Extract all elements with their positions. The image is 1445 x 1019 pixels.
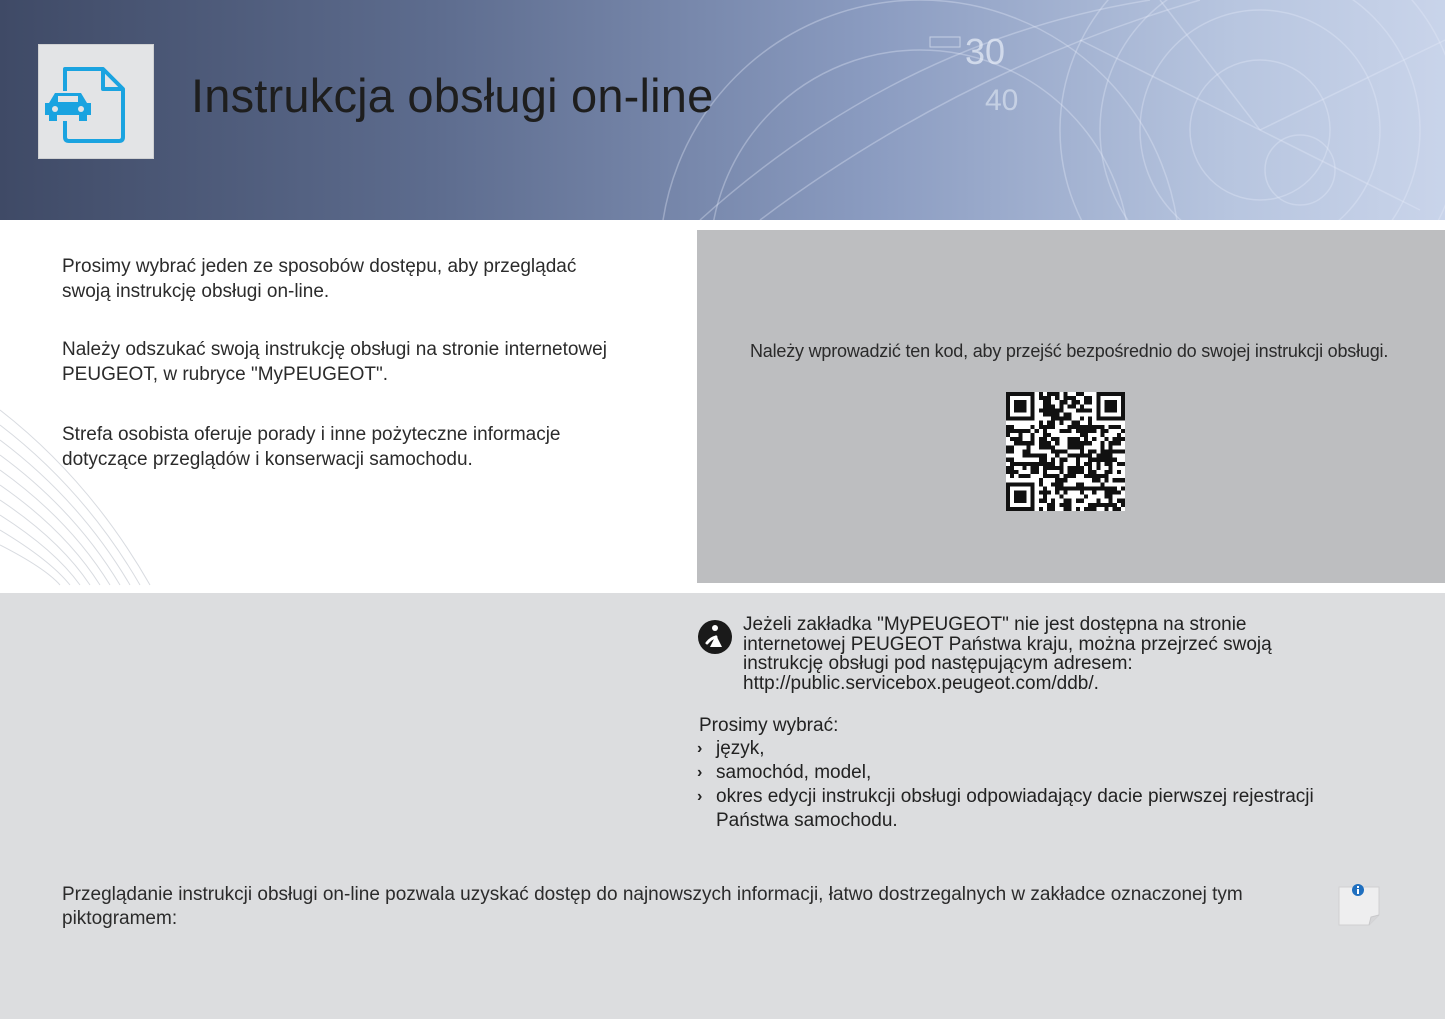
intro-paragraph-3 (62, 422, 662, 472)
svg-text:30: 30 (965, 31, 1006, 72)
intro-paragraph-2 (62, 337, 662, 387)
choose-title: Prosimy wybrać: (699, 715, 839, 736)
qr-code-matrix (1006, 392, 1125, 511)
list-item (697, 737, 1397, 761)
header-banner (0, 0, 1445, 220)
choose-list (697, 737, 1397, 833)
info-page-pictogram-icon (1337, 881, 1381, 927)
list-item-text: samochód, model, (716, 762, 872, 783)
intro-text-1: Prosimy wybrać jeden ze sposobów dostępu, aby przeglądać swoją instrukcję obsługi on-line. (62, 256, 577, 302)
svg-text:40: 40 (985, 84, 1019, 117)
list-item (697, 785, 1397, 833)
info-note-text: Jeżeli zakładka "MyPEUGEOT" nie jest dostępna na stronie internetowej PEUGEOT Państwa kraju, można przejrzeć swoją instrukcję obsługi pod następującym adresem: http://public.servicebox.peugeot.com/ddb/. (743, 614, 1272, 694)
chevron-right-icon: › (697, 740, 703, 757)
list-item (697, 761, 1397, 785)
qr-code-panel (697, 230, 1445, 583)
chevron-right-icon: › (697, 788, 703, 805)
intro-text-3: Strefa osobista oferuje porady i inne pożyteczne informacje dotyczące przeglądów i konserwacji samochodu. (62, 424, 561, 470)
footer-text: Przeglądanie instrukcji obsługi on-line pozwala uzyskać dostęp do najnowszych informacji, łatwo dostrzegalnych w zakładce oznaczonej tym piktogramem: (62, 884, 1243, 929)
page-title: Instrukcja obsługi on-line (191, 69, 714, 122)
chevron-right-icon: › (697, 764, 703, 781)
intro-text-2: Należy odszukać swoją instrukcję obsługi na stronie internetowej PEUGEOT, w rubryce "MyPEUGEOT". (62, 339, 607, 385)
qr-instruction-text: Należy wprowadzić ten kod, aby przejść bezpośrednio do swojej instrukcji obsługi. (750, 341, 1389, 361)
list-item-text: okres edycji instrukcji obsługi odpowiadający dacie pierwszej rejestracji Państwa samochodu. (716, 786, 1314, 831)
manual-icon-box (38, 44, 154, 159)
intro-paragraph-1 (62, 254, 662, 304)
qr-modules (1006, 392, 1125, 511)
qr-code-icon[interactable] (1006, 392, 1125, 511)
list-item-text: język, (716, 738, 765, 759)
car-document-icon (45, 65, 127, 143)
info-icon (697, 619, 733, 655)
